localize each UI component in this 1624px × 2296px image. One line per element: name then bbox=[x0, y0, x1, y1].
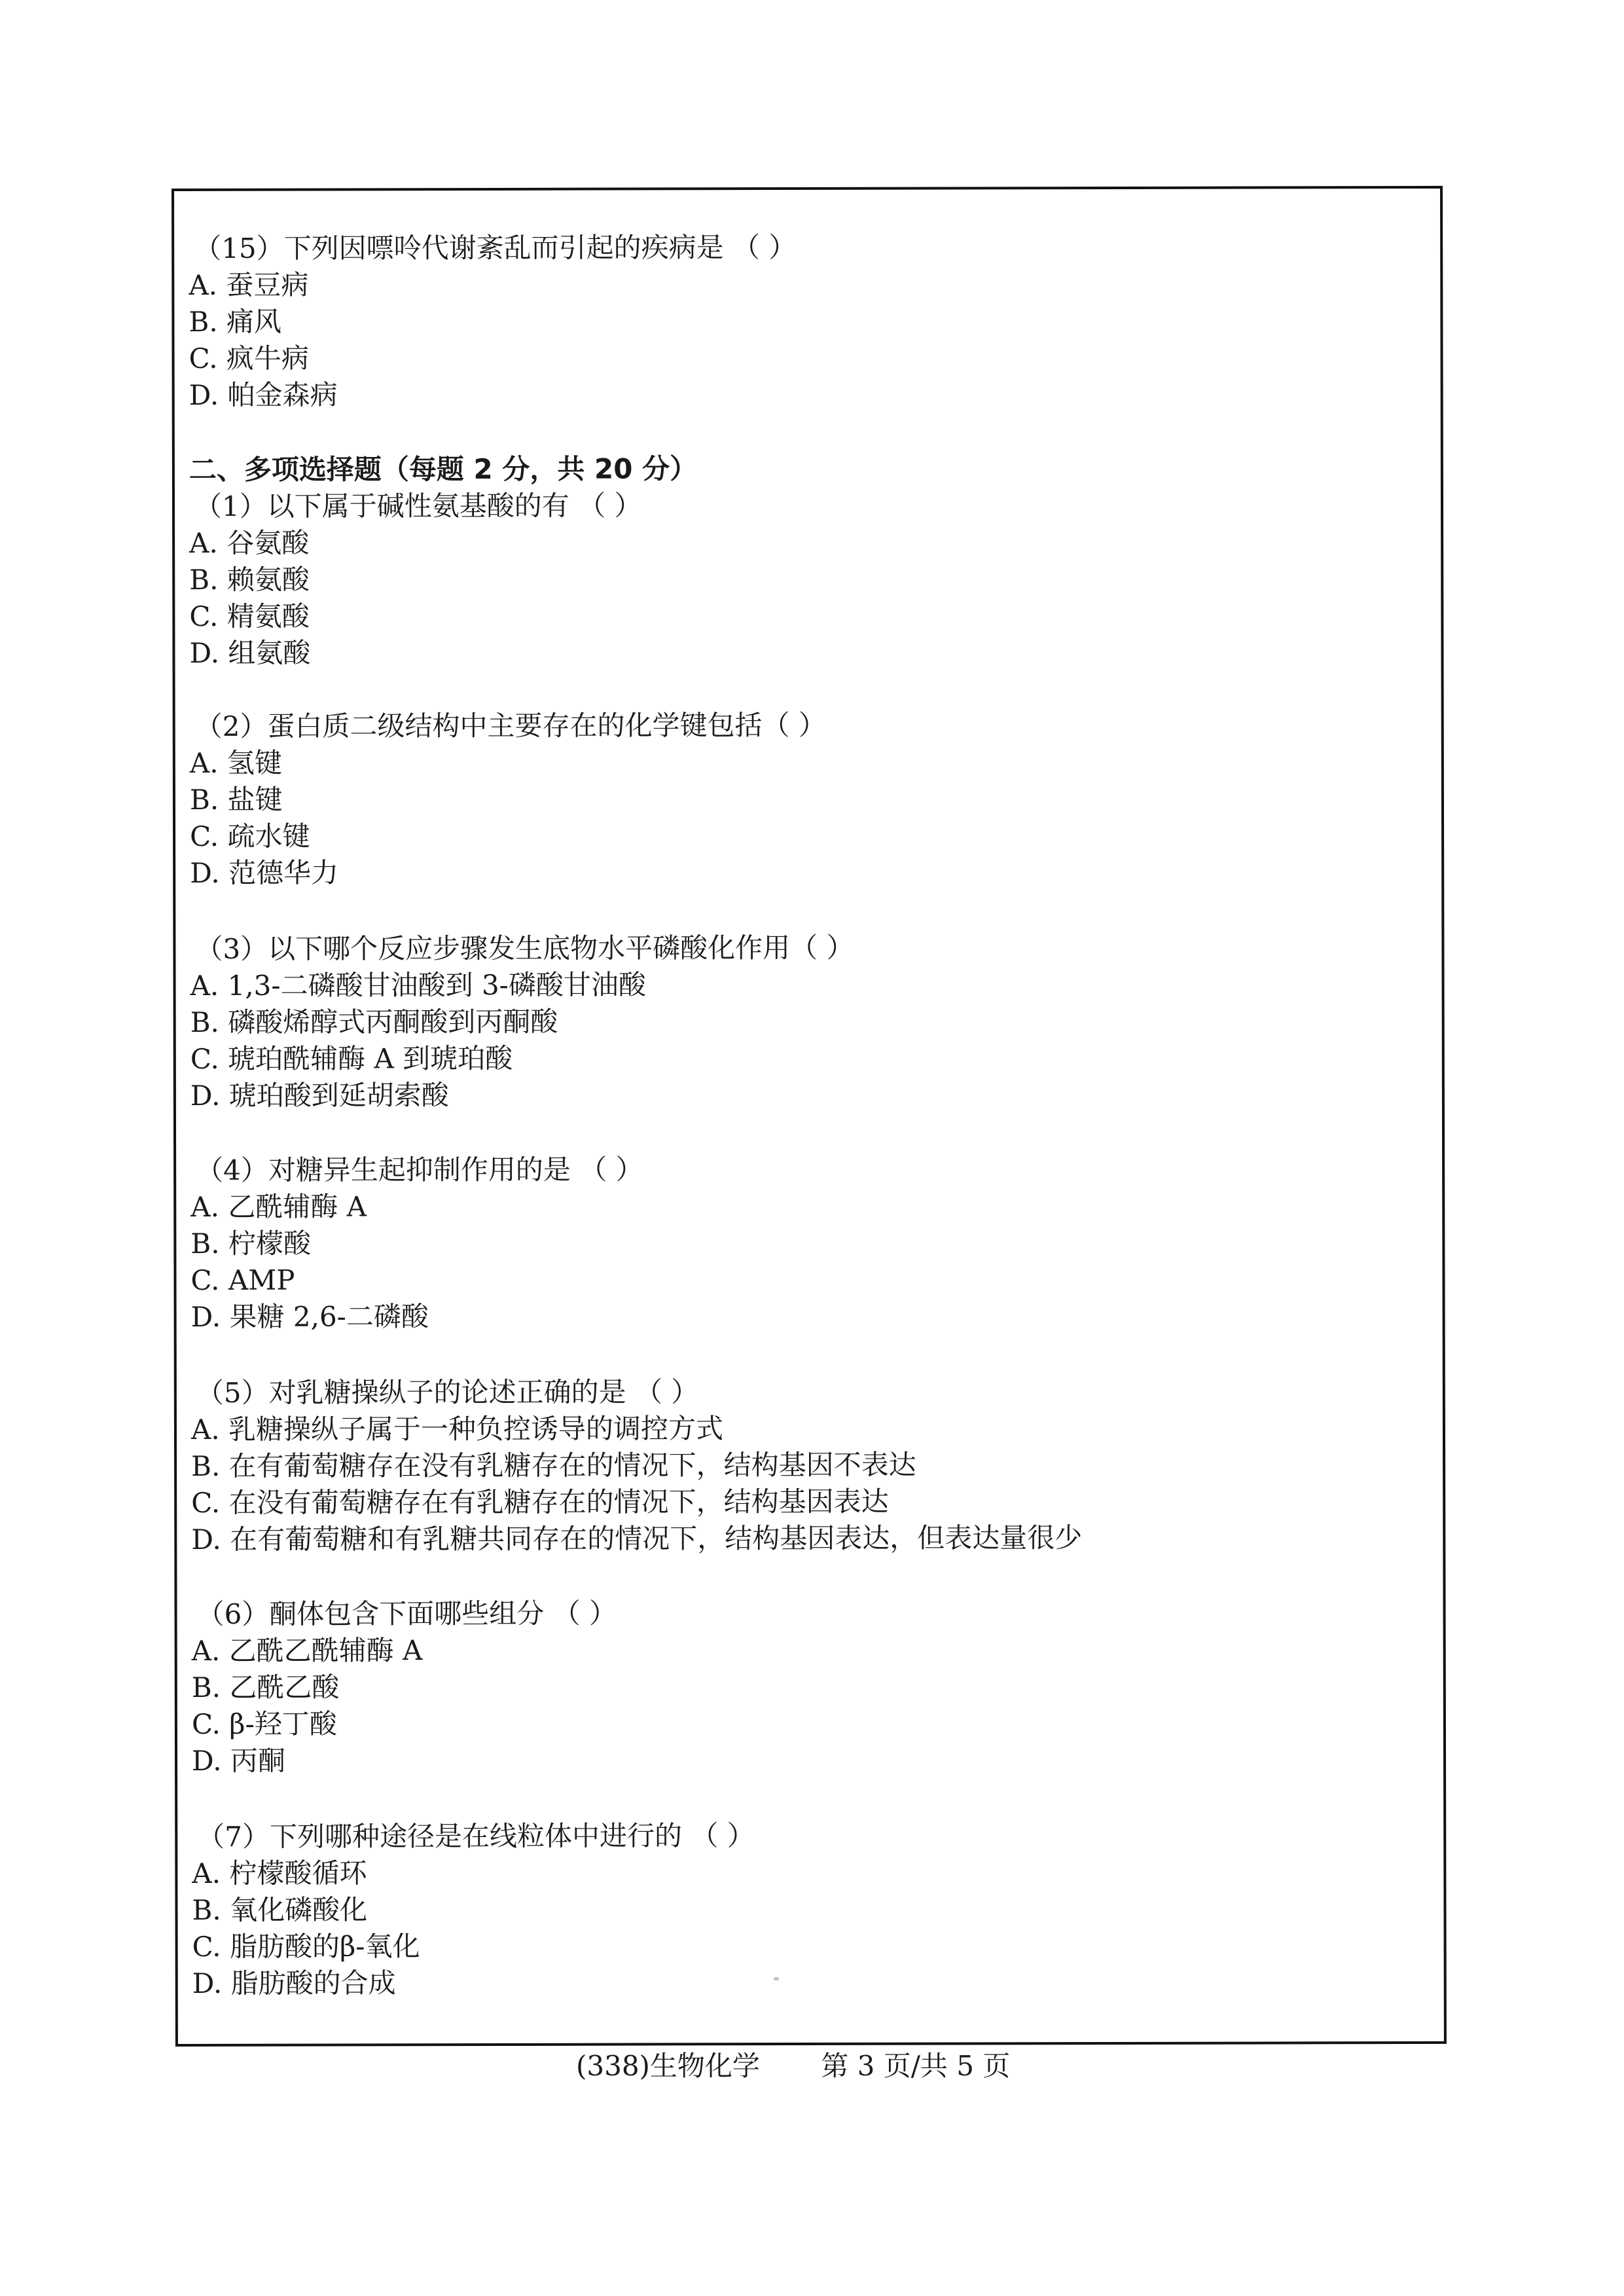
question-5-option-b: B. 在有葡萄糖存在没有乳糖存在的情况下，结构基因不表达 bbox=[191, 1448, 916, 1482]
exam-content-box bbox=[171, 186, 1447, 2047]
question-6-option-d: D. 丙酮 bbox=[191, 1744, 285, 1777]
question-15-stem: （15）下列因嘌呤代谢紊乱而引起的疾病是 （ ） bbox=[194, 231, 797, 264]
question-7-option-a: A. 柠檬酸循环 bbox=[192, 1857, 367, 1889]
question-15-option-c: C. 疯牛病 bbox=[189, 342, 309, 374]
question-5-option-d: D. 在有葡萄糖和有乳糖共同存在的情况下，结构基因表达，但表达量很少 bbox=[191, 1522, 1083, 1556]
question-7-option-d: D. 脂肪酸的合成 bbox=[192, 1967, 396, 1999]
question-3-stem: （3）以下哪个反应步骤发生底物水平磷酸化作用（ ） bbox=[195, 931, 854, 965]
question-7-stem: （7）下列哪种途径是在线粒体中进行的 （ ） bbox=[197, 1819, 755, 1853]
question-6-stem: （6）酮体包含下面哪些组分 （ ） bbox=[196, 1597, 617, 1630]
question-4-option-a: A. 乙酰辅酶 A bbox=[190, 1190, 367, 1223]
question-1-option-a: A. 谷氨酸 bbox=[189, 526, 310, 559]
page-footer bbox=[576, 2048, 1010, 2085]
question-5-option-a: A. 乳糖操纵子属于一种负控诱导的调控方式 bbox=[190, 1412, 724, 1446]
question-2-option-b: B. 盐键 bbox=[189, 783, 283, 816]
question-3-option-a: A. 1,3-二磷酸甘油酸到 3-磷酸甘油酸 bbox=[190, 968, 646, 1002]
question-6-option-c: C. β-羟丁酸 bbox=[191, 1707, 337, 1740]
question-3-option-b: B. 磷酸烯醇式丙酮酸到丙酮酸 bbox=[190, 1005, 558, 1038]
question-7-option-c: C. 脂肪酸的β-氧化 bbox=[192, 1930, 420, 1963]
question-1-option-c: C. 精氨酸 bbox=[189, 600, 310, 632]
question-4-option-c: C. AMP bbox=[190, 1264, 295, 1296]
question-1-stem: （1）以下属于碱性氨基酸的有 （ ） bbox=[194, 489, 642, 522]
question-2-stem: （2）蛋白质二级结构中主要存在的化学键包括（ ） bbox=[194, 708, 826, 742]
section-title-multiple-choice: 二、多项选择题（每题 2 分，共 20 分） bbox=[189, 452, 698, 486]
question-5-stem: （5）对乳糖操纵子的论述正确的是 （ ） bbox=[196, 1376, 699, 1409]
question-1-option-d: D. 组氨酸 bbox=[189, 636, 311, 669]
question-1-option-b: B. 赖氨酸 bbox=[189, 563, 310, 596]
footer-page-info: 第 3 页/共 5 页 bbox=[821, 2050, 1011, 2082]
question-2-option-c: C. 疏水键 bbox=[190, 820, 310, 852]
question-3-option-d: D. 琥珀酸到延胡索酸 bbox=[190, 1079, 449, 1112]
question-3-option-c: C. 琥珀酰辅酶 A 到琥珀酸 bbox=[190, 1042, 513, 1075]
question-7-option-b: B. 氧化磷酸化 bbox=[192, 1893, 368, 1926]
question-6-option-b: B. 乙酰乙酸 bbox=[191, 1671, 340, 1704]
footer-subject: (338)生物化学 bbox=[576, 2050, 760, 2082]
question-15-option-a: A. 蚕豆病 bbox=[189, 268, 309, 301]
question-2-option-a: A. 氢键 bbox=[189, 746, 282, 779]
question-4-option-d: D. 果糖 2,6-二磷酸 bbox=[190, 1300, 429, 1333]
question-4-stem: （4）对糖异生起抑制作用的是 （ ） bbox=[196, 1153, 643, 1186]
question-4-option-b: B. 柠檬酸 bbox=[190, 1227, 312, 1260]
question-15-option-d: D. 帕金森病 bbox=[189, 378, 338, 411]
question-2-option-d: D. 范德华力 bbox=[190, 856, 339, 889]
scan-speck bbox=[774, 1977, 779, 1980]
question-6-option-a: A. 乙酰乙酰辅酶 A bbox=[191, 1634, 423, 1667]
exam-content bbox=[189, 189, 1427, 1999]
question-15-option-b: B. 痛风 bbox=[189, 305, 282, 338]
question-5-option-c: C. 在没有葡萄糖存在有乳糖存在的情况下，结构基因表达 bbox=[191, 1485, 889, 1519]
